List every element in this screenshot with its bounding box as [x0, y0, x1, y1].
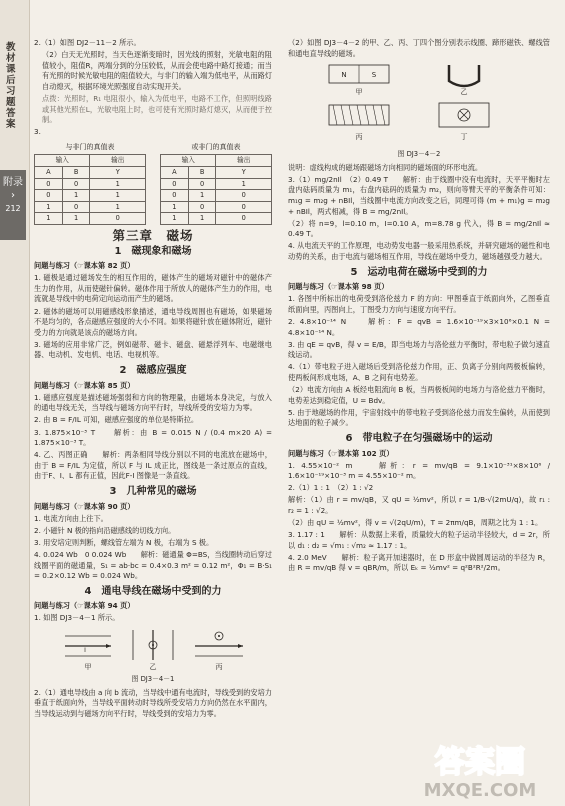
- nand-cell: 1: [35, 213, 63, 225]
- right-q3: 3.（1）mg/2nIl （2）0.49 T 解析：由于线圈中没有电流时，天平平衡时左盘内砝码质量为 m₁，右盘内砝码的质量为 m₂，则向等臂天平的平衡条件可知：m₁g = m₂g + nBIl，当线圈中电流方向改变之后，同理可得 (m + m₁)g = m₂g + nBIl，两式相减，得 B = mg/2nIl。: [288, 174, 550, 216]
- appendix-tab: [0, 170, 26, 240]
- section-2-title: 2 磁感应强度: [119, 365, 187, 377]
- nand-table: [34, 142, 146, 225]
- section-3-exercise-label: 问题与练习（☞课本第 90 页）: [34, 501, 135, 511]
- fig2-label-ding: 丁: [460, 133, 468, 142]
- side-spine: [0, 0, 30, 806]
- diagram-magnet-jia: [329, 65, 389, 96]
- spine-title: 教材课后习题答案: [6, 42, 16, 130]
- nor-cell: 0: [161, 190, 189, 202]
- right-intro: （2）如图 DJ3－4－2 的甲、乙、丙、丁四个图分别表示线圈、蹄形磁铁、螺线管和通电直导线的磁场。: [288, 38, 550, 58]
- svg-text:S: S: [371, 71, 377, 80]
- nor-sub-y: Y: [216, 167, 272, 179]
- nand-header-input: 输入: [35, 155, 90, 167]
- section-6-answer: 3. 1.17 : 1 解析：从数据上来看，质量较大的粒子运动半径较大，d = 2r，所以 d₁ : d₂ = √m₁ : √m₂ ≈ 1.17 : 1。: [288, 530, 550, 550]
- magnet-field-diagrams: [299, 61, 539, 147]
- section-5-answer: （2）电流方向由 A 板经电阻流向 B 板，当两极板间的电场力与洛伦兹力平衡时，电势差达到稳定值，U = Bdv。: [288, 385, 550, 405]
- section-2-answer: 4. 乙、丙图正确 解析：两条相同导线分别以不同的电流放在磁场中，由于 B = F/IL 为定值，所以 F 与 IL 成正比，图线是一条过原点的直线，由于F、I、L 都有正值，因此F-I 图像是一条直线。: [34, 450, 272, 481]
- figure-dj3-4-1-caption: 图 DJ3－4－1: [131, 675, 175, 683]
- nand-cell: 0: [90, 213, 146, 225]
- fig-label-bing: 丙: [215, 663, 223, 671]
- right-q4: 4. 从电流天平的工作原理，电动势发电器一般采用热系统，并研究磁场的磁性和电动势的关系，由于电流与磁场相互作用，导线在磁场中受力，磁场越强受力越大。: [288, 241, 550, 262]
- truth-tables: [34, 142, 272, 225]
- nor-header-output: 输出: [216, 155, 272, 167]
- section-5-answer: 3. 由 qE = qvB，得 v = E/B，即当电场力与洛伦兹力平衡时，带电粒子做匀速直线运动。: [288, 339, 550, 360]
- section-4-exercise-label: 问题与练习（☞课本第 94 页）: [34, 601, 135, 611]
- section-4-title: 4 通电导线在磁场中受到的力: [84, 585, 222, 597]
- fig-label-yi: 乙: [149, 663, 157, 671]
- nor-table-caption: 或非门的真值表: [191, 142, 241, 151]
- nor-cell: 1: [188, 213, 216, 225]
- section-5-answer: 2. 4.8×10⁻¹⁴ N 解析：F = qvB = 1.6×10⁻¹⁹×3×10⁶×0.1 N = 4.8×10⁻¹⁴ N。: [288, 317, 550, 337]
- nor-sub-b: B: [188, 167, 216, 179]
- section-3-answer: 4. 0.024 Wb 0 0.024 Wb 解析：磁通量 Φ=BS，当线圈转动后穿过线圈平面的磁通量，S₁ = ab·bc = 0.4×0.3 m² = 0.12 m²，Φ₁ = B·S₁ = 0.2×0.12 Wb = 0.024 Wb。: [34, 549, 272, 581]
- nor-cell: 0: [161, 178, 189, 190]
- nand-sub-a: A: [35, 167, 63, 179]
- right-column: [288, 38, 550, 576]
- section-3-answer: 3. 用安培定则判断，螺线管左端为 N 极，右端为 S 极。: [34, 537, 214, 547]
- nand-cell: 0: [62, 178, 90, 190]
- q2-line-1: 2.（1）如图 DJ2－11－2 所示。: [34, 38, 141, 47]
- fig2-label-jia: 甲: [355, 88, 363, 97]
- chevron-right-icon: ›: [11, 190, 15, 201]
- nor-sub-a: A: [161, 167, 189, 179]
- force-diagram: [53, 626, 253, 672]
- figure-note: 说明：虚线构成的磁场跟磁场方向相同的磁场面的环形电流。: [288, 162, 483, 172]
- section-5-answer: 4.（1）带电粒子进入磁场后受到洛伦兹力作用，正、负离子分别向两极板偏转，使两板间形成电场，A、B 之间有电势差。: [288, 362, 550, 382]
- section-6-answer: 2.（1）1 : 1 （2）1 : √2: [288, 483, 374, 493]
- section-6-answer: 解析：（1）由 r = mv/qB，又 qU = ½mv²，所以 r = 1/B·√(2mU/q)，故 r₁ : r₂ = 1 : √2。: [288, 495, 550, 515]
- right-q3b: （2）将 n=9，l=0.10 m，I=0.10 A，m=8.78 g 代入，得 B = mg/2nIl ≈ 0.49 T。: [288, 218, 550, 239]
- figure-dj3-4-2-caption: 图 DJ3－4－2: [397, 150, 441, 159]
- q2-line-2: （2）白天无光照时，当天色逐渐变暗时，因光线的照射，光敏电阻的阻值较小，阻值R，两端分到的分压较低，从而会使电路中路灯接通；而当有光照的时候光敏电阻的阻值较大，与非门的输入端为低电平，从而路灯自动熄灭，根据环境光照强度自动实现开关。: [42, 50, 273, 91]
- nand-cell: 0: [35, 178, 63, 190]
- fig2-label-bing: 丙: [355, 133, 363, 142]
- nand-cell: 1: [62, 190, 90, 202]
- nor-cell: 1: [188, 190, 216, 202]
- section-1-answer: 3. 磁场的应用非常广泛，例如磁带、磁卡、磁盘、磁悬浮列车、电磁继电器、电动机、发电机、电话、电视机等。: [34, 339, 272, 360]
- nor-cell: 1: [161, 213, 189, 225]
- diagram-wire-ding: [439, 103, 489, 141]
- chapter-title: 第三章 磁场: [112, 228, 194, 243]
- section-5-answer: 1. 各图中所标出的电荷受到洛伦兹力 F 的方向：甲图垂直于纸面向外，乙图垂直纸面向里，丙图向上，丁图受力方向与速度方向平行。: [288, 294, 550, 314]
- nor-header-input: 输入: [161, 155, 216, 167]
- nor-cell: 0: [216, 213, 272, 225]
- watermark-line-2: MXQE.COM: [423, 780, 537, 801]
- section-5-title: 5 运动电荷在磁场中受到的力: [350, 266, 488, 278]
- nor-cell: 0: [188, 201, 216, 213]
- figure-dj3-4-1: [34, 626, 272, 672]
- left-column: [34, 38, 272, 721]
- nand-header-output: 输出: [90, 155, 146, 167]
- nor-cell: 1: [161, 201, 189, 213]
- section-6-title: 6 带电粒子在匀强磁场中的运动: [345, 432, 493, 444]
- nand-cell: 1: [62, 213, 90, 225]
- page-number: 212: [5, 204, 21, 213]
- nand-sub-y: Y: [90, 167, 146, 179]
- nand-cell: 0: [62, 201, 90, 213]
- figure-dj3-4-2: [288, 61, 550, 147]
- watermark-line-1: 答案圈: [435, 745, 525, 780]
- section-6-answer: 4. 2.0 MeV 解析：粒子离开加速器时，在 D 形盒中做圆周运动的半径为 R，由 R = mv/qB 得 v = qBR/m，所以 Eₖ = ½mv² = q²B²R²/2m。: [288, 552, 550, 573]
- section-6-answer: 1. 4.55×10⁻² m 解析：r = mv/qB = 9.1×10⁻³¹×8×10⁶ / 1.6×10⁻¹⁹×10⁻³ m = 4.55×10⁻² m。: [288, 460, 550, 481]
- nand-sub-b: B: [62, 167, 90, 179]
- nand-cell: 1: [90, 201, 146, 213]
- svg-text:I: I: [84, 647, 86, 654]
- appendix-tab-label: 附录: [3, 177, 23, 188]
- fig-label-jia: 甲: [84, 663, 92, 671]
- nand-cell: 0: [35, 190, 63, 202]
- nor-cell: 0: [216, 201, 272, 213]
- section-2-exercise-label: 问题与练习（☞课本第 85 页）: [34, 380, 135, 390]
- section-3-answer: 1. 电流方向由上往下。: [34, 513, 108, 523]
- nor-table: [160, 142, 272, 225]
- section-3-title: 3 几种常见的磁场: [109, 485, 197, 497]
- nand-cell: 1: [90, 178, 146, 190]
- section-5-exercise-label: 问题与练习（☞课本第 98 页）: [288, 282, 389, 292]
- section-1-answer: 1. 磁极是通过磁场发生的相互作用的，磁体产生的磁场对磁针中的磁体产生力的作用，从而使磁针偏转。磁体作用于所放人的磁体产生力的作用，电流就是导线中的电荷定向运动而产生的磁场。: [34, 273, 272, 304]
- nor-cell: 1: [216, 178, 272, 190]
- nor-cell: 0: [188, 178, 216, 190]
- section-3-answer: 2. 小磁针 N 极的指向沿磁感线的切线方向。: [34, 525, 176, 535]
- diagram-yi: [133, 630, 173, 671]
- section-1-title: 1 磁现象和磁场: [114, 245, 192, 257]
- section-5-answer: 5. 由于地磁场的作用，宇宙射线中的带电粒子受到洛伦兹力而发生偏转，从而使到达地面的粒子减少。: [288, 407, 550, 428]
- q2-line-3: 点拨：光照时，R₁ 电阻很小，输入为低电平，电路不工作，但照明线路或其他光照在L，光敏电阻上时，也可使有光照时路灯熄灭，从而便于控制。: [42, 93, 272, 125]
- fig2-label-yi: 乙: [460, 88, 468, 97]
- svg-text:N: N: [341, 71, 347, 80]
- section-2-answer: 1. 磁感应强度是描述磁场强弱和方向的物理量，由磁场本身决定，与放入的通电导线无关，当导线与磁场方向平行时，导线所受的安培力为零。: [34, 392, 272, 413]
- diagram-solenoid-bing: [329, 105, 389, 141]
- diagram-jia: [65, 636, 111, 671]
- section-6-exercise-label: 问题与练习（☞课本第 102 页）: [288, 448, 394, 458]
- section-4-q1: 1. 如图 DJ3－4－1 所示。: [34, 613, 120, 623]
- section-1-exercise-label: 问题与练习（☞课本第 82 页）: [34, 261, 135, 271]
- section-1-answer: 2. 磁体的磁场可以用磁感线形象描述，通电导线周围也有磁场，如果磁场不是均匀的，各点磁感应强度的大小不同。如果将磁针放在磁体附近，磁针受力的方向就是该点的磁场方向。: [34, 306, 272, 337]
- section-4-q2: 2.（1）通电导线由 a 向 b 流动，当导线中通有电流时，导线受到的安培力垂直于纸面向外，当导线平面转动时导线所受安培力方向仍然在水平面内，当导线运动到与磁场方向平行时，导线受到的安培力为零。: [34, 687, 272, 718]
- site-watermark: [405, 738, 555, 802]
- diagram-magnet-yi: [449, 65, 479, 96]
- q3-label: 3.: [34, 127, 41, 137]
- nor-cell: 0: [216, 190, 272, 202]
- section-2-answer: 2. 由 B = F/IL 可知，磁感应强度的单位是特斯拉。: [34, 415, 199, 425]
- section-6-answer: （2）由 qU = ½mv²，得 v = √(2qU/m)，T = 2πm/qB，周期之比为 1 : 1。: [288, 518, 543, 528]
- nand-cell: 1: [90, 190, 146, 202]
- diagram-bing: [195, 632, 243, 671]
- nand-cell: 1: [35, 201, 63, 213]
- nand-table-caption: 与非门的真值表: [65, 142, 115, 151]
- section-2-answer: 3. 1.875×10⁻³ T 解析：由 B = 0.015 N / (0.4 m×20 A) = 1.875×10⁻³ T。: [34, 427, 272, 448]
